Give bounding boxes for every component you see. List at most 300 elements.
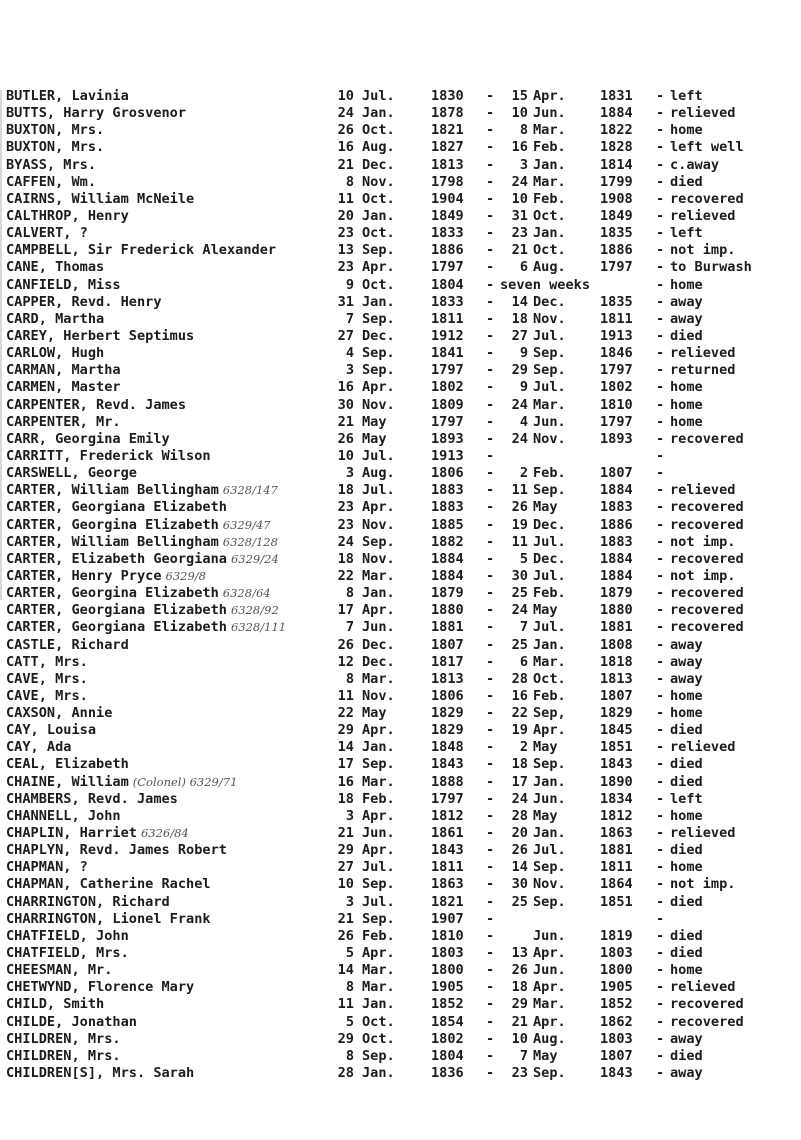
admission-month: Oct. (362, 1030, 395, 1047)
separator-dash: - (656, 362, 665, 379)
discharge-month: May (533, 602, 558, 619)
discharge-day: 6 (519, 259, 528, 276)
admission-year: 1905 (431, 979, 464, 996)
discharge-month: Nov. (533, 876, 566, 893)
separator-dash: - (486, 842, 495, 859)
outcome: home (670, 413, 703, 430)
admission-day: 30 (337, 396, 354, 413)
discharge-year: 1819 (600, 927, 633, 944)
patient-name: CARPENTER, Mr. (6, 413, 121, 430)
discharge-day: 30 (511, 876, 528, 893)
register-row (6, 928, 796, 945)
register-row (6, 517, 796, 534)
patient-name: CARTER, Henry Pryce 6329/8 (6, 567, 206, 584)
discharge-day: 14 (511, 293, 528, 310)
discharge-day: 27 (511, 327, 528, 344)
discharge-year: 1886 (600, 516, 633, 533)
handwritten-reference: 6326/84 (140, 826, 189, 841)
admission-month: Apr. (362, 807, 395, 824)
separator-dash: - (486, 773, 495, 790)
separator-dash: - (656, 259, 665, 276)
patient-name: BUXTON, Mrs. (6, 122, 105, 139)
admission-day: 22 (337, 567, 354, 584)
discharge-day: 11 (511, 482, 528, 499)
admission-month: Sep. (362, 876, 395, 893)
discharge-month: Jun. (533, 927, 566, 944)
separator-dash: - (656, 516, 665, 533)
discharge-year: 1884 (600, 550, 633, 567)
patient-name: CHAMBERS, Revd. James (6, 790, 178, 807)
discharge-day: 25 (511, 636, 528, 653)
admission-month: May (362, 413, 387, 430)
patient-name: CARTER, William Bellingham 6328/147 (6, 482, 278, 499)
separator-dash: - (486, 962, 495, 979)
admission-day: 21 (337, 825, 354, 842)
admission-year: 1810 (431, 927, 464, 944)
patient-name: CAREY, Herbert Septimus (6, 327, 195, 344)
discharge-month: Oct. (533, 207, 566, 224)
discharge-day: 24 (511, 790, 528, 807)
outcome: left (670, 790, 703, 807)
patient-name: CARTER, Georgina Elizabeth 6329/47 (6, 516, 271, 533)
admission-day: 17 (337, 602, 354, 619)
outcome: returned (670, 362, 736, 379)
separator-dash: - (486, 465, 495, 482)
patient-name: CARMEN, Master (6, 379, 121, 396)
separator-dash: - (656, 379, 665, 396)
admission-day: 21 (337, 156, 354, 173)
admission-day: 7 (345, 619, 354, 636)
patient-name: CANE, Thomas (6, 259, 105, 276)
discharge-year: 1843 (600, 1065, 633, 1082)
register-row (6, 996, 796, 1013)
separator-dash: - (486, 996, 495, 1013)
discharge-year: 1884 (600, 482, 633, 499)
admission-month: Sep. (362, 756, 395, 773)
separator-dash: - (656, 242, 665, 259)
patient-name: CHANNELL, John (6, 807, 121, 824)
discharge-year: 1800 (600, 962, 633, 979)
outcome: c.away (670, 156, 720, 173)
discharge-day: 25 (511, 585, 528, 602)
admission-month: Dec. (362, 327, 395, 344)
outcome: recovered (670, 619, 744, 636)
register-row (6, 379, 796, 396)
discharge-day: 20 (511, 825, 528, 842)
separator-dash: - (656, 88, 665, 104)
discharge-year: 1890 (600, 773, 633, 790)
admission-day: 18 (337, 482, 354, 499)
discharge-month: Jan. (533, 825, 566, 842)
patient-name: CARRITT, Frederick Wilson (6, 447, 211, 464)
outcome: away (670, 653, 703, 670)
outcome: relieved (670, 207, 736, 224)
register-row (6, 842, 796, 859)
patient-name: CARMAN, Martha (6, 362, 121, 379)
admission-month: Jun. (362, 825, 395, 842)
discharge-month: May (533, 739, 558, 756)
admission-year: 1811 (431, 859, 464, 876)
discharge-year: 1835 (600, 293, 633, 310)
patient-name: CHEESMAN, Mr. (6, 962, 113, 979)
discharge-year: 1799 (600, 173, 633, 190)
discharge-day: 29 (511, 362, 528, 379)
admission-month: Feb. (362, 790, 395, 807)
admission-year: 1880 (431, 602, 464, 619)
outcome: left well (670, 139, 744, 156)
separator-dash: - (656, 550, 665, 567)
patient-name: CAMPBELL, Sir Frederick Alexander (6, 242, 277, 259)
admission-day: 28 (337, 1065, 354, 1082)
separator-dash: - (486, 927, 495, 944)
patient-name: CAXSON, Annie (6, 705, 113, 722)
separator-dash: - (656, 327, 665, 344)
discharge-year: 1807 (600, 687, 633, 704)
separator-dash: - (656, 722, 665, 739)
separator-dash: - (656, 122, 665, 139)
register-row (6, 671, 796, 688)
separator-dash: - (486, 516, 495, 533)
discharge-year: 1849 (600, 207, 633, 224)
discharge-month: Sep. (533, 1065, 566, 1082)
discharge-year: 1813 (600, 670, 633, 687)
patient-name: CHILDREN[S], Mrs. Sarah (6, 1065, 195, 1082)
patient-name: CARTER, Georgiana Elizabeth 6328/111 (6, 619, 287, 636)
separator-dash: - (656, 585, 665, 602)
discharge-day: 10 (511, 105, 528, 122)
admission-year: 1797 (431, 790, 464, 807)
handwritten-reference: 6328/64 (222, 586, 271, 601)
separator-dash: - (486, 447, 495, 464)
separator-dash: - (656, 499, 665, 516)
separator-dash: - (656, 739, 665, 756)
admission-year: 1836 (431, 1065, 464, 1082)
register-row (6, 979, 796, 996)
outcome: recovered (670, 550, 744, 567)
discharge-month: Feb. (533, 139, 566, 156)
discharge-month: Jun. (533, 413, 566, 430)
outcome: died (670, 722, 703, 739)
outcome: away (670, 636, 703, 653)
separator-dash: - (486, 499, 495, 516)
patient-name: CARTER, Georgiana Elizabeth (6, 499, 227, 516)
admission-day: 9 (345, 276, 354, 293)
admission-month: Jul. (362, 447, 395, 464)
patient-name: CHAPMAN, ? (6, 859, 88, 876)
separator-dash: - (656, 876, 665, 893)
patient-name: CHILDREN, Mrs. (6, 1030, 121, 1047)
separator-dash: - (656, 310, 665, 327)
discharge-year: 1881 (600, 842, 633, 859)
separator-dash: - (656, 807, 665, 824)
admission-year: 1833 (431, 225, 464, 242)
admission-year: 1804 (431, 276, 464, 293)
outcome: died (670, 945, 703, 962)
admission-month: Dec. (362, 636, 395, 653)
patient-name: CARTER, William Bellingham 6328/128 (6, 533, 278, 550)
discharge-day: 23 (511, 1065, 528, 1082)
admission-month: Mar. (362, 567, 395, 584)
discharge-day: 16 (511, 139, 528, 156)
admission-year: 1884 (431, 550, 464, 567)
admission-day: 26 (337, 430, 354, 447)
admission-month: Feb. (362, 927, 395, 944)
admission-year: 1849 (431, 207, 464, 224)
discharge-year: 1810 (600, 396, 633, 413)
admission-year: 1802 (431, 1030, 464, 1047)
admission-day: 13 (337, 242, 354, 259)
patient-name: CARD, Martha (6, 310, 105, 327)
admission-month: Dec. (362, 653, 395, 670)
admission-year: 1893 (431, 430, 464, 447)
discharge-year: 1822 (600, 122, 633, 139)
separator-dash: - (486, 636, 495, 653)
outcome: recovered (670, 190, 744, 207)
admission-year: 1883 (431, 482, 464, 499)
admission-month: Sep. (362, 345, 395, 362)
discharge-month: Feb. (533, 585, 566, 602)
admission-day: 17 (337, 756, 354, 773)
separator-dash: - (656, 413, 665, 430)
discharge-day: 10 (511, 190, 528, 207)
admission-month: Jan. (362, 585, 395, 602)
admission-year: 1800 (431, 962, 464, 979)
discharge-year: 1797 (600, 413, 633, 430)
discharge-month: Sep. (533, 482, 566, 499)
admission-month: Oct. (362, 190, 395, 207)
patient-name: CARTER, Georgiana Elizabeth 6328/92 (6, 602, 279, 619)
register-row (6, 876, 796, 893)
outcome: home (670, 705, 703, 722)
discharge-month: Jul. (533, 842, 566, 859)
separator-dash: - (486, 945, 495, 962)
admission-month: Mar. (362, 670, 395, 687)
discharge-year: 1808 (600, 636, 633, 653)
outcome: away (670, 310, 703, 327)
admission-month: Apr. (362, 722, 395, 739)
register-row (6, 397, 796, 414)
discharge-day: 28 (511, 807, 528, 824)
patient-name: CARPENTER, Revd. James (6, 396, 187, 413)
patient-name: CHAPMAN, Catherine Rachel (6, 876, 211, 893)
register-row (6, 637, 796, 654)
admission-month: May (362, 705, 387, 722)
separator-dash: - (486, 825, 495, 842)
outcome: to Burwash (670, 259, 752, 276)
discharge-month: Oct. (533, 242, 566, 259)
admission-year: 1830 (431, 88, 464, 104)
admission-day: 10 (337, 876, 354, 893)
discharge-month: Aug. (533, 259, 566, 276)
admission-month: Oct. (362, 276, 395, 293)
admission-year: 1881 (431, 619, 464, 636)
outcome: died (670, 773, 703, 790)
admission-day: 8 (345, 1047, 354, 1064)
discharge-month: Apr. (533, 1013, 566, 1030)
admission-year: 1912 (431, 327, 464, 344)
admission-year: 1843 (431, 756, 464, 773)
admission-month: Sep. (362, 533, 395, 550)
admission-year: 1848 (431, 739, 464, 756)
separator-dash: - (656, 653, 665, 670)
separator-dash: - (656, 139, 665, 156)
discharge-month: Jan. (533, 225, 566, 242)
separator-dash: - (486, 739, 495, 756)
register-row (6, 825, 796, 842)
admission-month: Nov. (362, 173, 395, 190)
discharge-month: Jan. (533, 636, 566, 653)
separator-dash: - (486, 687, 495, 704)
discharge-month: Feb. (533, 465, 566, 482)
discharge-day: 14 (511, 859, 528, 876)
discharge-month: Oct. (533, 670, 566, 687)
separator-dash: - (656, 670, 665, 687)
discharge-month: Mar. (533, 122, 566, 139)
separator-dash: - (656, 430, 665, 447)
discharge-month: Feb. (533, 687, 566, 704)
patient-name: CALTHROP, Henry (6, 207, 129, 224)
admission-day: 11 (337, 687, 354, 704)
outcome: home (670, 962, 703, 979)
outcome: relieved (670, 825, 736, 842)
separator-dash: - (656, 1047, 665, 1064)
admission-month: May (362, 430, 387, 447)
separator-dash: - (656, 945, 665, 962)
discharge-month: Jul. (533, 533, 566, 550)
patient-name: BUTLER, Lavinia (6, 88, 129, 104)
register-row (6, 585, 796, 602)
admission-year: 1904 (431, 190, 464, 207)
admission-year: 1913 (431, 447, 464, 464)
discharge-day: 26 (511, 499, 528, 516)
outcome: recovered (670, 516, 744, 533)
discharge-year: 1807 (600, 465, 633, 482)
admission-month: Jul. (362, 482, 395, 499)
separator-dash: - (656, 636, 665, 653)
admission-year: 1813 (431, 156, 464, 173)
discharge-year: 1851 (600, 739, 633, 756)
discharge-year: 1846 (600, 345, 633, 362)
admission-day: 29 (337, 842, 354, 859)
register-row (6, 705, 796, 722)
register-row (6, 225, 796, 242)
discharge-day: 26 (511, 842, 528, 859)
outcome: home (670, 859, 703, 876)
separator-dash: - (656, 962, 665, 979)
outcome: home (670, 379, 703, 396)
separator-dash: - (486, 619, 495, 636)
discharge-day: 23 (511, 225, 528, 242)
admission-day: 29 (337, 722, 354, 739)
separator-dash: - (486, 790, 495, 807)
patient-name: CAFFEN, Wm. (6, 173, 97, 190)
admission-day: 16 (337, 139, 354, 156)
admission-year: 1907 (431, 910, 464, 927)
separator-dash: - (486, 722, 495, 739)
discharge-year: 1803 (600, 1030, 633, 1047)
discharge-year: 1845 (600, 722, 633, 739)
admission-day: 26 (337, 927, 354, 944)
discharge-month: Apr. (533, 945, 566, 962)
outcome: home (670, 276, 703, 293)
admission-year: 1863 (431, 876, 464, 893)
discharge-year: 1884 (600, 567, 633, 584)
register-row (6, 774, 796, 791)
register-row (6, 808, 796, 825)
separator-dash: - (486, 362, 495, 379)
admission-day: 12 (337, 653, 354, 670)
register-row (6, 1048, 796, 1065)
register-row (6, 448, 796, 465)
discharge-day: 7 (519, 1047, 528, 1064)
register-row (6, 911, 796, 928)
admission-day: 10 (337, 447, 354, 464)
register-row (6, 122, 796, 139)
discharge-month: Jun. (533, 790, 566, 807)
admission-day: 26 (337, 122, 354, 139)
separator-dash: - (656, 396, 665, 413)
separator-dash: - (486, 482, 495, 499)
outcome: away (670, 293, 703, 310)
admission-month: Mar. (362, 773, 395, 790)
separator-dash: - (656, 1065, 665, 1082)
handwritten-reference: 6329/8 (165, 568, 206, 583)
admission-day: 31 (337, 293, 354, 310)
patient-name: CAVE, Mrs. (6, 670, 88, 687)
discharge-year: 1905 (600, 979, 633, 996)
register-row (6, 294, 796, 311)
discharge-year: 1835 (600, 225, 633, 242)
outcome: recovered (670, 996, 744, 1013)
register-row (6, 1065, 796, 1082)
admissions-register (6, 88, 796, 1082)
separator-dash: - (656, 173, 665, 190)
separator-dash: - (486, 345, 495, 362)
discharge-year: 1818 (600, 653, 633, 670)
discharge-year: 1797 (600, 259, 633, 276)
discharge-day: 21 (511, 1013, 528, 1030)
admission-year: 1809 (431, 396, 464, 413)
page-margin-line (0, 90, 2, 600)
admission-month: Apr. (362, 842, 395, 859)
admission-day: 16 (337, 379, 354, 396)
separator-dash: - (656, 927, 665, 944)
patient-name: CHILDE, Jonathan (6, 1013, 137, 1030)
separator-dash: - (656, 705, 665, 722)
separator-dash: - (486, 379, 495, 396)
outcome: left (670, 225, 703, 242)
admission-year: 1798 (431, 173, 464, 190)
discharge-year: 1864 (600, 876, 633, 893)
register-row (6, 654, 796, 671)
discharge-day: 16 (511, 687, 528, 704)
discharge-month: Mar. (533, 173, 566, 190)
discharge-day: 2 (519, 465, 528, 482)
register-row (6, 208, 796, 225)
discharge-day: 24 (511, 173, 528, 190)
register-row (6, 311, 796, 328)
discharge-month: Sep. (533, 893, 566, 910)
separator-dash: - (486, 122, 495, 139)
outcome: died (670, 1047, 703, 1064)
admission-day: 16 (337, 773, 354, 790)
separator-dash: - (656, 790, 665, 807)
register-row (6, 688, 796, 705)
discharge-month: Dec. (533, 293, 566, 310)
discharge-day: 19 (511, 722, 528, 739)
discharge-day: 6 (519, 653, 528, 670)
separator-dash: - (486, 293, 495, 310)
